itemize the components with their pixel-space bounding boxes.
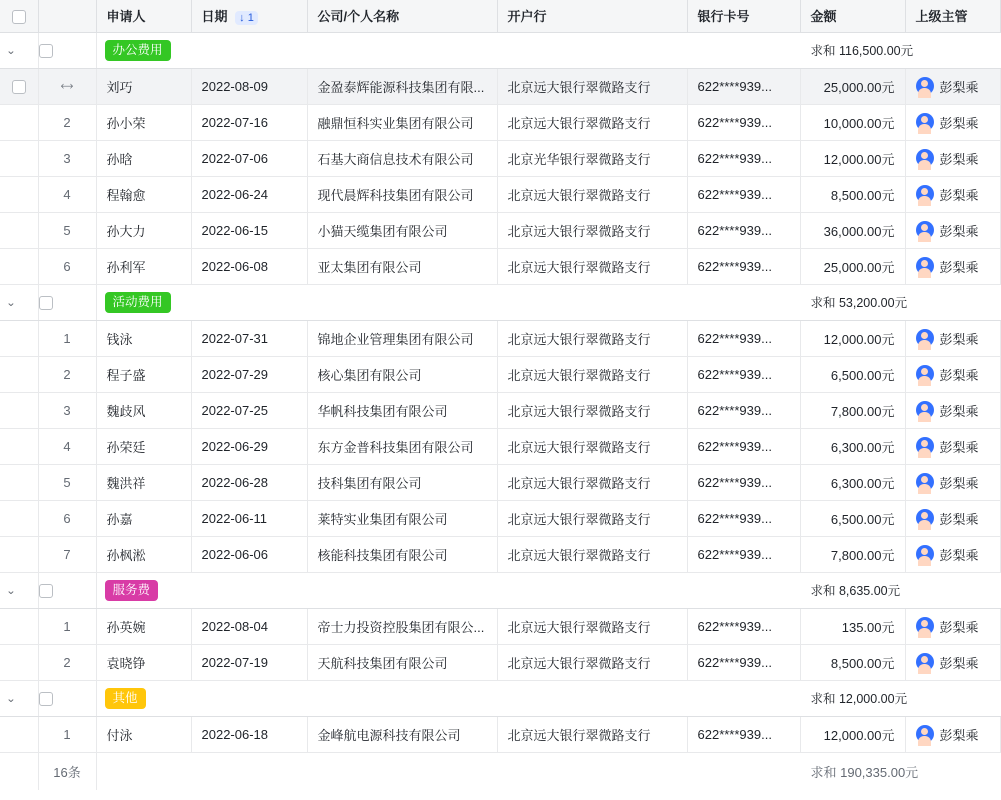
expand-record-icon[interactable]: ⤢ [58,77,76,95]
cell-date[interactable]: 2022-07-19 [191,644,307,680]
chevron-down-icon[interactable]: ⌄ [5,44,17,57]
row-checkbox[interactable] [12,80,26,94]
table-row[interactable] [0,212,1000,248]
cell-amount[interactable]: 12,000.00元 [800,320,905,356]
group-empty-company [307,680,497,716]
group-header-row[interactable] [0,32,1000,68]
column-label-date: 日期 [201,9,228,25]
group-tag: 其他 [105,688,146,709]
supervisor-name: 彭梨乘 [939,727,979,743]
cell-card[interactable]: 622****939... [687,176,800,212]
group-tag: 活动费用 [105,292,171,313]
group-header-row[interactable] [0,572,1000,608]
cell-amount[interactable]: 25,000.00元 [800,68,905,104]
group-empty-bank [497,680,687,716]
table-row[interactable] [0,176,1000,212]
row-expand-cell[interactable] [38,68,96,104]
row-select-cell[interactable] [0,608,38,644]
row-select-cell[interactable] [0,536,38,572]
row-select-cell[interactable] [0,428,38,464]
row-select-cell[interactable] [0,644,38,680]
row-index-cell: 2 [38,356,96,392]
cell-bank[interactable]: 北京远大银行翠微路支行 [497,68,687,104]
cell-date[interactable]: 2022-06-29 [191,428,307,464]
supervisor-name: 彭梨乘 [939,655,979,671]
cell-applicant[interactable]: 孙大力 [96,212,191,248]
avatar [916,221,934,239]
supervisor-name: 彭梨乘 [939,151,979,167]
cell-applicant[interactable]: 刘巧 [96,68,191,104]
column-header-date[interactable] [191,0,307,32]
cell-card[interactable]: 622****939... [687,716,800,752]
cell-supervisor[interactable] [905,176,1000,212]
supervisor-name: 彭梨乘 [939,331,979,347]
row-index-cell: 2 [38,644,96,680]
cell-company[interactable]: 核能科技集团有限公司 [307,536,497,572]
row-index-cell: 5 [38,212,96,248]
cell-date[interactable]: 2022-06-24 [191,176,307,212]
cell-applicant[interactable]: 袁晓铮 [96,644,191,680]
select-all-header[interactable] [0,0,38,32]
cell-amount[interactable]: 6,500.00元 [800,500,905,536]
cell-bank[interactable]: 北京远大银行翠微路支行 [497,716,687,752]
table-body [0,32,1000,790]
cell-company[interactable]: 金峰航电源科技有限公司 [307,716,497,752]
avatar [916,257,934,275]
cell-card[interactable]: 622****939... [687,68,800,104]
row-select-cell[interactable] [0,500,38,536]
row-select-cell[interactable] [0,104,38,140]
table-header [0,0,1000,32]
cell-amount[interactable]: 7,800.00元 [800,392,905,428]
column-label-card: 银行卡号 [697,9,750,25]
avatar [916,401,934,419]
cell-bank[interactable]: 北京远大银行翠微路支行 [497,356,687,392]
cell-card[interactable]: 622****939... [687,392,800,428]
row-select-cell[interactable] [0,68,38,104]
cell-supervisor[interactable] [905,140,1000,176]
table-row[interactable] [0,608,1000,644]
cell-card[interactable]: 622****939... [687,608,800,644]
row-select-cell[interactable] [0,464,38,500]
cell-amount[interactable]: 7,800.00元 [800,536,905,572]
avatar [916,437,934,455]
group-sum-cell: 求和 53,200.00元 [800,284,905,320]
cell-applicant[interactable]: 孙英婉 [96,608,191,644]
group-empty-bank [497,32,687,68]
footer-empty-supervisor [905,752,1000,790]
supervisor-name: 彭梨乘 [939,79,979,95]
cell-card[interactable]: 622****939... [687,356,800,392]
row-index-cell: 7 [38,536,96,572]
footer-empty-company [307,752,497,790]
group-checkbox[interactable] [39,584,53,598]
cell-supervisor[interactable] [905,428,1000,464]
cell-supervisor[interactable] [905,500,1000,536]
cell-card[interactable]: 622****939... [687,140,800,176]
index-header [38,0,96,32]
table-row[interactable] [0,68,1000,104]
cell-company[interactable]: 技科集团有限公司 [307,464,497,500]
table-row[interactable] [0,428,1000,464]
group-checkbox[interactable] [39,296,53,310]
cell-amount[interactable]: 10,000.00元 [800,104,905,140]
table-row[interactable] [0,500,1000,536]
group-collapse-cell[interactable] [0,680,38,716]
cell-bank[interactable]: 北京远大银行翠微路支行 [497,536,687,572]
cell-bank[interactable]: 北京远大银行翠微路支行 [497,428,687,464]
cell-supervisor[interactable] [905,392,1000,428]
cell-bank[interactable]: 北京远大银行翠微路支行 [497,104,687,140]
group-collapse-cell[interactable] [0,284,38,320]
supervisor-name: 彭梨乘 [939,475,979,491]
column-header-bank[interactable] [497,0,687,32]
cell-date[interactable]: 2022-06-18 [191,716,307,752]
cell-bank[interactable]: 北京远大银行翠微路支行 [497,320,687,356]
footer-empty-bank [497,752,687,790]
column-label-bank: 开户行 [507,9,547,25]
row-index-cell: 4 [38,176,96,212]
row-index-cell: 6 [38,500,96,536]
cell-card[interactable]: 622****939... [687,248,800,284]
cell-date[interactable]: 2022-06-15 [191,212,307,248]
supervisor-name: 彭梨乘 [939,259,979,275]
cell-applicant[interactable]: 孙晗 [96,140,191,176]
row-select-cell[interactable] [0,392,38,428]
group-empty-card [687,284,800,320]
row-select-cell[interactable] [0,140,38,176]
group-empty-company [307,32,497,68]
cell-date[interactable]: 2022-07-25 [191,392,307,428]
group-sum-cell: 求和 8,635.00元 [800,572,905,608]
cell-bank[interactable]: 北京光华银行翠微路支行 [497,140,687,176]
table-row[interactable] [0,392,1000,428]
cell-card[interactable]: 622****939... [687,212,800,248]
group-header-row[interactable] [0,680,1000,716]
cell-supervisor[interactable] [905,536,1000,572]
cell-applicant[interactable]: 魏歧风 [96,392,191,428]
cell-amount[interactable]: 6,300.00元 [800,428,905,464]
avatar [916,77,934,95]
cell-bank[interactable]: 北京远大银行翠微路支行 [497,392,687,428]
cell-bank[interactable]: 北京远大银行翠微路支行 [497,212,687,248]
avatar [916,509,934,527]
avatar [916,113,934,131]
supervisor-name: 彭梨乘 [939,367,979,383]
footer-empty-card [687,752,800,790]
column-label-supervisor: 上级主管 [915,9,968,25]
avatar [916,185,934,203]
group-empty-bank [497,572,687,608]
cell-date[interactable]: 2022-06-08 [191,248,307,284]
cell-company[interactable]: 帝士力投资控股集团有限公... [307,608,497,644]
group-empty-company [307,572,497,608]
chevron-down-icon[interactable]: ⌄ [5,584,17,597]
cell-applicant[interactable]: 孙荣廷 [96,428,191,464]
cell-date[interactable]: 2022-07-16 [191,104,307,140]
footer-empty-check [0,752,38,790]
group-select-cell[interactable] [38,680,96,716]
group-empty-card [687,32,800,68]
supervisor-name: 彭梨乘 [939,223,979,239]
table-footer-row [0,752,1000,790]
group-tag-cell [96,284,307,320]
table-row[interactable] [0,356,1000,392]
cell-applicant[interactable]: 孙嘉 [96,500,191,536]
cell-company[interactable]: 石基大商信息技术有限公司 [307,140,497,176]
group-collapse-cell[interactable] [0,32,38,68]
cell-company[interactable]: 天航科技集团有限公司 [307,644,497,680]
row-select-cell[interactable] [0,176,38,212]
table-row[interactable] [0,140,1000,176]
group-tag-cell [96,32,307,68]
cell-company[interactable]: 金盈泰辉能源科技集团有限... [307,68,497,104]
cell-supervisor[interactable] [905,644,1000,680]
cell-company[interactable]: 东方金普科技集团有限公司 [307,428,497,464]
row-index-cell: 3 [38,140,96,176]
supervisor-name: 彭梨乘 [939,511,979,527]
cell-company[interactable]: 华帆科技集团有限公司 [307,392,497,428]
table-row[interactable] [0,644,1000,680]
avatar [916,365,934,383]
group-header-row[interactable] [0,284,1000,320]
cell-card[interactable]: 622****939... [687,320,800,356]
group-tag-cell [96,572,307,608]
group-empty-company [307,284,497,320]
row-index-cell: 6 [38,248,96,284]
cell-applicant[interactable]: 孙利军 [96,248,191,284]
cell-supervisor[interactable] [905,212,1000,248]
group-select-cell[interactable] [38,572,96,608]
select-all-checkbox[interactable] [12,10,26,24]
cell-supervisor[interactable] [905,356,1000,392]
cell-card[interactable]: 622****939... [687,536,800,572]
column-header-supervisor[interactable] [905,0,1000,32]
cell-amount[interactable]: 8,500.00元 [800,644,905,680]
group-empty-card [687,572,800,608]
supervisor-name: 彭梨乘 [939,547,979,563]
cell-card[interactable]: 622****939... [687,500,800,536]
table-row[interactable] [0,320,1000,356]
row-index-cell: 1 [38,608,96,644]
cell-date[interactable]: 2022-07-06 [191,140,307,176]
supervisor-name: 彭梨乘 [939,403,979,419]
row-select-cell[interactable] [0,248,38,284]
footer-sum-cell: 求和 190,335.00元 [800,752,905,790]
column-header-company[interactable] [307,0,497,32]
cell-supervisor[interactable] [905,608,1000,644]
group-tag: 服务费 [105,580,159,601]
cell-amount[interactable]: 12,000.00元 [800,140,905,176]
avatar [916,653,934,671]
group-empty-bank [497,284,687,320]
footer-empty-applicant [96,752,191,790]
avatar [916,545,934,563]
column-header-card[interactable] [687,0,800,32]
table-row[interactable] [0,716,1000,752]
cell-bank[interactable]: 北京远大银行翠微路支行 [497,248,687,284]
row-index-cell: 3 [38,392,96,428]
cell-company[interactable]: 小猫天缆集团有限公司 [307,212,497,248]
column-header-applicant[interactable] [96,0,191,32]
column-header-amount[interactable] [800,0,905,32]
chevron-down-icon[interactable]: ⌄ [5,692,17,705]
header-row [0,0,1000,32]
cell-amount[interactable]: 6,300.00元 [800,464,905,500]
cell-applicant[interactable]: 钱泳 [96,320,191,356]
cell-supervisor[interactable] [905,464,1000,500]
cell-bank[interactable]: 北京远大银行翠微路支行 [497,500,687,536]
cell-date[interactable]: 2022-06-11 [191,500,307,536]
cell-company[interactable]: 核心集团有限公司 [307,356,497,392]
cell-bank[interactable]: 北京远大银行翠微路支行 [497,608,687,644]
column-label-company: 公司/个人名称 [317,9,400,25]
group-empty-supervisor [905,32,1000,68]
cell-date[interactable]: 2022-06-28 [191,464,307,500]
cell-date[interactable]: 2022-06-06 [191,536,307,572]
cell-company[interactable]: 亚太集团有限公司 [307,248,497,284]
supervisor-name: 彭梨乘 [939,187,979,203]
cell-date[interactable]: 2022-08-04 [191,608,307,644]
cell-amount[interactable]: 8,500.00元 [800,176,905,212]
group-select-cell[interactable] [38,284,96,320]
cell-supervisor[interactable] [905,320,1000,356]
supervisor-name: 彭梨乘 [939,115,979,131]
cell-card[interactable]: 622****939... [687,464,800,500]
avatar [916,473,934,491]
cell-amount[interactable]: 25,000.00元 [800,248,905,284]
cell-company[interactable]: 现代晨辉科技集团有限公司 [307,176,497,212]
chevron-down-icon[interactable]: ⌄ [5,296,17,309]
column-label-applicant: 申请人 [106,9,146,25]
cell-supervisor[interactable] [905,104,1000,140]
footer-count-cell: 16条 [38,752,96,790]
row-index-cell: 5 [38,464,96,500]
cell-company[interactable]: 融鼎恒科实业集团有限公司 [307,104,497,140]
avatar [916,725,934,743]
cell-date[interactable]: 2022-08-09 [191,68,307,104]
sort-indicator-badge[interactable]: ↓ 1 [235,11,258,25]
row-index-cell: 2 [38,104,96,140]
row-index-cell: 1 [38,716,96,752]
cell-date[interactable]: 2022-07-31 [191,320,307,356]
group-tag-cell [96,680,307,716]
group-checkbox[interactable] [39,692,53,706]
cell-bank[interactable]: 北京远大银行翠微路支行 [497,644,687,680]
row-select-cell[interactable] [0,356,38,392]
row-index-cell: 4 [38,428,96,464]
cell-applicant[interactable]: 程子盛 [96,356,191,392]
group-sum-cell: 求和 12,000.00元 [800,680,905,716]
cell-amount[interactable]: 12,000.00元 [800,716,905,752]
cell-supervisor[interactable] [905,716,1000,752]
cell-applicant[interactable]: 付泳 [96,716,191,752]
cell-card[interactable]: 622****939... [687,644,800,680]
table-row[interactable] [0,104,1000,140]
column-label-amount: 金额 [810,9,837,25]
cell-applicant[interactable]: 孙枫淞 [96,536,191,572]
cell-bank[interactable]: 北京远大银行翠微路支行 [497,176,687,212]
group-collapse-cell[interactable] [0,572,38,608]
table-row[interactable] [0,464,1000,500]
cell-card[interactable]: 622****939... [687,104,800,140]
row-select-cell[interactable] [0,320,38,356]
cell-supervisor[interactable] [905,248,1000,284]
group-empty-supervisor [905,680,1000,716]
row-select-cell[interactable] [0,716,38,752]
cell-amount[interactable]: 36,000.00元 [800,212,905,248]
table-row[interactable] [0,536,1000,572]
cell-applicant[interactable]: 孙小荣 [96,104,191,140]
cell-card[interactable]: 622****939... [687,428,800,464]
group-checkbox[interactable] [39,44,53,58]
avatar [916,329,934,347]
supervisor-name: 彭梨乘 [939,619,979,635]
group-empty-supervisor [905,572,1000,608]
group-tag: 办公费用 [105,40,171,61]
group-empty-card [687,680,800,716]
row-select-cell[interactable] [0,212,38,248]
group-sum-cell: 求和 116,500.00元 [800,32,905,68]
cell-applicant[interactable]: 魏洪祥 [96,464,191,500]
footer-empty-date [191,752,307,790]
cell-company[interactable]: 莱特实业集团有限公司 [307,500,497,536]
avatar [916,617,934,635]
supervisor-name: 彭梨乘 [939,439,979,455]
cell-applicant[interactable]: 程翰愈 [96,176,191,212]
group-empty-supervisor [905,284,1000,320]
row-index-cell: 1 [38,320,96,356]
cell-company[interactable]: 锦地企业管理集团有限公司 [307,320,497,356]
avatar [916,149,934,167]
cell-date[interactable]: 2022-07-29 [191,356,307,392]
cell-bank[interactable]: 北京远大银行翠微路支行 [497,464,687,500]
cell-amount[interactable]: 135.00元 [800,608,905,644]
cell-supervisor[interactable] [905,68,1000,104]
cell-amount[interactable]: 6,500.00元 [800,356,905,392]
group-select-cell[interactable] [38,32,96,68]
table-row[interactable] [0,248,1000,284]
